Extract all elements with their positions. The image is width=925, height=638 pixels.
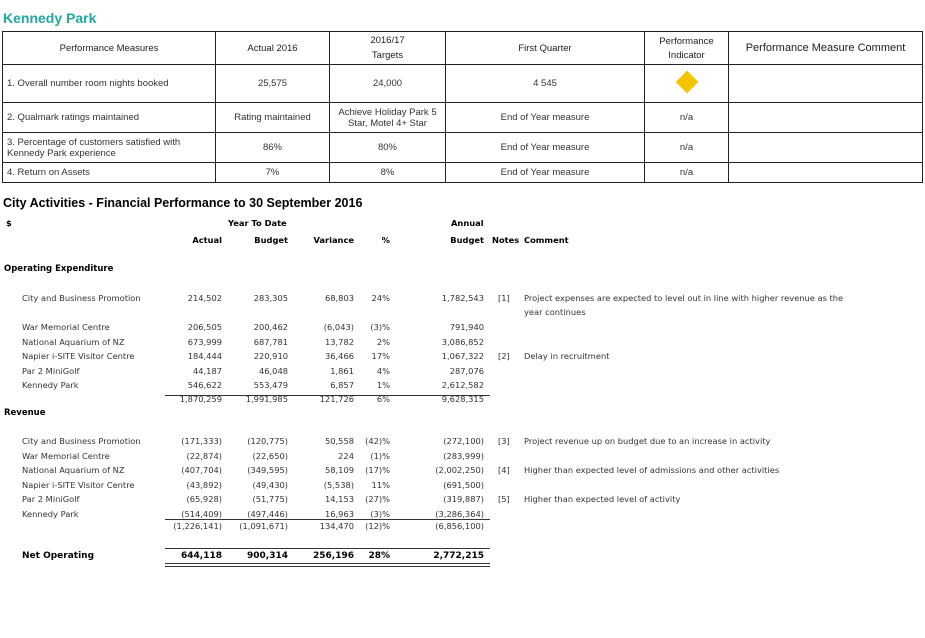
row-pct: 2% [376, 336, 390, 347]
total-annual: (6,856,100) [435, 521, 484, 531]
row-variance: 14,153 [324, 494, 354, 504]
row-variance: 224 [338, 450, 354, 461]
row-name: Kennedy Park [22, 380, 79, 390]
revenue-subtotal-rule [165, 519, 490, 520]
table-row [3, 103, 923, 133]
row-annual: (283,999) [443, 450, 484, 461]
row-name: National Aquarium of NZ [22, 465, 125, 475]
row-budget: (120,775) [247, 436, 288, 446]
row-variance: 36,466 [324, 351, 354, 361]
table-header-row [3, 32, 923, 65]
row-budget: 200,462 [253, 322, 288, 332]
header-targets-label: Targets [371, 50, 404, 61]
col-comment-header: Comment [524, 235, 569, 245]
row-pct: 17% [371, 351, 390, 361]
diamond-indicator-icon [675, 71, 698, 94]
table-row [3, 65, 923, 103]
row-annual: (272,100) [443, 436, 484, 446]
row-variance: (6,043) [323, 322, 354, 332]
indicator-cell: n/a [645, 163, 729, 183]
row-pct: (42)% [365, 436, 390, 446]
row-actual: (514,409) [181, 508, 222, 519]
net-pct: 28% [368, 551, 390, 561]
row-budget: (497,446) [247, 508, 288, 519]
net-top-rule [165, 548, 490, 549]
total-variance: 134,470 [319, 521, 354, 531]
row-name: Napier i-SITE Visitor Centre [22, 351, 135, 361]
row-pct: 11% [371, 479, 390, 490]
comment-cell [729, 103, 923, 133]
row-actual: 206,505 [187, 322, 222, 332]
row-budget: (22,650) [252, 450, 288, 461]
row-actual: 44,187 [192, 365, 222, 376]
row-variance: 13,782 [324, 336, 354, 347]
row-comment: Higher than expected level of admissions and other activities [524, 465, 780, 475]
currency-label: $ [6, 218, 12, 228]
net-budget: 900,314 [247, 551, 288, 561]
row-pct: (17)% [365, 465, 390, 475]
comment-cell [729, 133, 923, 163]
row-annual: (2,002,250) [435, 465, 484, 475]
total-annual: 9,628,315 [441, 394, 484, 404]
row-actual: (65,928) [186, 494, 222, 504]
row-note: [2] [498, 351, 510, 361]
target-cell: 8% [330, 163, 446, 183]
actual-cell: 7% [216, 163, 330, 183]
row-budget: (49,430) [252, 479, 288, 490]
row-variance: 50,558 [324, 436, 354, 446]
measure-cell: 2. Qualmark ratings maintained [3, 103, 216, 133]
row-annual: 1,067,322 [441, 351, 484, 361]
row-pct: 1% [376, 380, 390, 390]
total-variance: 121,726 [319, 394, 354, 404]
header-comment: Performance Measure Comment [729, 32, 923, 65]
revenue-section-label: Revenue [4, 408, 46, 418]
opex-section-label: Operating Expenditure [4, 264, 114, 274]
row-note: [3] [498, 436, 510, 446]
row-pct: (1)% [370, 450, 390, 461]
header-targets [330, 32, 446, 65]
total-budget: 1,991,985 [245, 394, 288, 404]
row-budget: 687,781 [253, 336, 288, 347]
row-variance: (5,538) [323, 479, 354, 490]
header-targets-year: 2016/17 [370, 35, 405, 46]
row-budget: 220,910 [253, 351, 288, 361]
header-actual: Actual 2016 [216, 32, 330, 65]
row-pct: (27)% [365, 494, 390, 504]
row-comment: Project revenue up on budget due to an increase in activity [524, 436, 771, 446]
indicator-cell [645, 65, 729, 103]
row-name: City and Business Promotion [22, 293, 141, 303]
financial-performance-title: City Activities - Financial Performance to 30 September 2016 [3, 196, 363, 210]
row-budget: (51,775) [252, 494, 288, 504]
row-name: War Memorial Centre [22, 450, 110, 461]
row-variance: 68,803 [324, 293, 354, 303]
row-annual: (691,500) [443, 479, 484, 490]
header-first-quarter: First Quarter [446, 32, 645, 65]
total-actual: 1,870,259 [179, 394, 222, 404]
quarter-cell: End of Year measure [446, 133, 645, 163]
header-indicator [645, 32, 729, 65]
target-cell: 80% [330, 133, 446, 163]
row-pct: 4% [376, 365, 390, 376]
row-pct: (3)% [370, 508, 390, 519]
row-annual: 2,612,582 [441, 380, 484, 390]
ytd-header: Year To Date [228, 218, 287, 228]
col-notes-header: Notes [492, 235, 520, 245]
row-name: Par 2 MiniGolf [22, 365, 80, 376]
row-note: [1] [498, 293, 510, 303]
comment-cell [729, 163, 923, 183]
total-budget: (1,091,671) [239, 521, 288, 531]
col-variance-header: Variance [313, 235, 354, 245]
row-actual: 546,622 [187, 380, 222, 390]
row-name: Par 2 MiniGolf [22, 494, 80, 504]
target-cell: Achieve Holiday Park 5 Star, Motel 4+ Star [330, 103, 446, 133]
indicator-cell: n/a [645, 103, 729, 133]
actual-cell: 86% [216, 133, 330, 163]
col-annual-budget-header: Budget [450, 235, 484, 245]
measure-cell: 4. Return on Assets [3, 163, 216, 183]
header-indicator-line1: Performance [659, 35, 714, 47]
quarter-cell: End of Year measure [446, 163, 645, 183]
row-budget: 553,479 [253, 380, 288, 390]
net-operating-label: Net Operating [22, 551, 95, 561]
row-comment: Higher than expected level of activity [524, 494, 681, 504]
row-variance: 1,861 [330, 365, 354, 376]
row-name: War Memorial Centre [22, 322, 110, 332]
row-actual: 214,502 [187, 293, 222, 303]
row-annual: 287,076 [449, 365, 484, 376]
col-actual-header: Actual [192, 235, 222, 245]
actual-cell: Rating maintained [216, 103, 330, 133]
total-pct: 6% [376, 394, 390, 404]
row-variance: 16,963 [324, 508, 354, 519]
total-pct: (12)% [365, 521, 390, 531]
row-name: National Aquarium of NZ [22, 336, 125, 347]
row-pct: (3)% [370, 322, 390, 332]
row-annual: 1,782,543 [441, 293, 484, 303]
page-title: Kennedy Park [3, 10, 97, 26]
actual-cell: 25,575 [216, 65, 330, 103]
col-pct-header: % [381, 235, 390, 245]
row-actual: (43,892) [186, 479, 222, 490]
indicator-cell: n/a [645, 133, 729, 163]
row-note: [5] [498, 494, 510, 504]
target-cell: 24,000 [330, 65, 446, 103]
performance-measures-table [2, 31, 923, 183]
row-comment-continued: year continues [524, 307, 586, 317]
row-variance: 6,857 [330, 380, 354, 390]
row-annual: 791,940 [449, 322, 484, 332]
net-actual: 644,118 [181, 551, 222, 561]
row-name: City and Business Promotion [22, 436, 141, 446]
row-note: [4] [498, 465, 510, 475]
row-budget: (349,595) [247, 465, 288, 475]
row-actual: 184,444 [187, 351, 222, 361]
row-actual: (407,704) [181, 465, 222, 475]
header-indicator-line2: Indicator [668, 49, 705, 61]
col-budget-header: Budget [254, 235, 288, 245]
header-measures: Performance Measures [3, 32, 216, 65]
annual-header: Annual [451, 218, 484, 228]
row-variance: 58,109 [324, 465, 354, 475]
row-pct: 24% [371, 293, 390, 303]
row-annual: 3,086,852 [441, 336, 484, 347]
row-name: Napier i-SITE Visitor Centre [22, 479, 135, 490]
row-name: Kennedy Park [22, 508, 79, 519]
row-actual: (22,874) [186, 450, 222, 461]
row-actual: 673,999 [187, 336, 222, 347]
measure-cell: 1. Overall number room nights booked [3, 65, 216, 103]
comment-cell [729, 65, 923, 103]
row-annual: (319,887) [443, 494, 484, 504]
quarter-cell: End of Year measure [446, 103, 645, 133]
table-row [3, 133, 923, 163]
row-budget: 283,305 [253, 293, 288, 303]
row-budget: 46,048 [258, 365, 288, 376]
row-comment: Delay in recruitment [524, 351, 610, 361]
row-annual: (3,286,364) [435, 508, 484, 519]
measure-cell: 3. Percentage of customers satisfied with Kennedy Park experience [3, 133, 216, 163]
quarter-cell: 4 545 [446, 65, 645, 103]
row-actual: (171,333) [181, 436, 222, 446]
net-variance: 256,196 [313, 551, 354, 561]
net-double-rule [165, 563, 490, 567]
total-actual: (1,226,141) [173, 521, 222, 531]
net-annual: 2,772,215 [433, 551, 484, 561]
table-row [3, 163, 923, 183]
row-comment: Project expenses are expected to level out in line with higher revenue as the [524, 293, 844, 303]
